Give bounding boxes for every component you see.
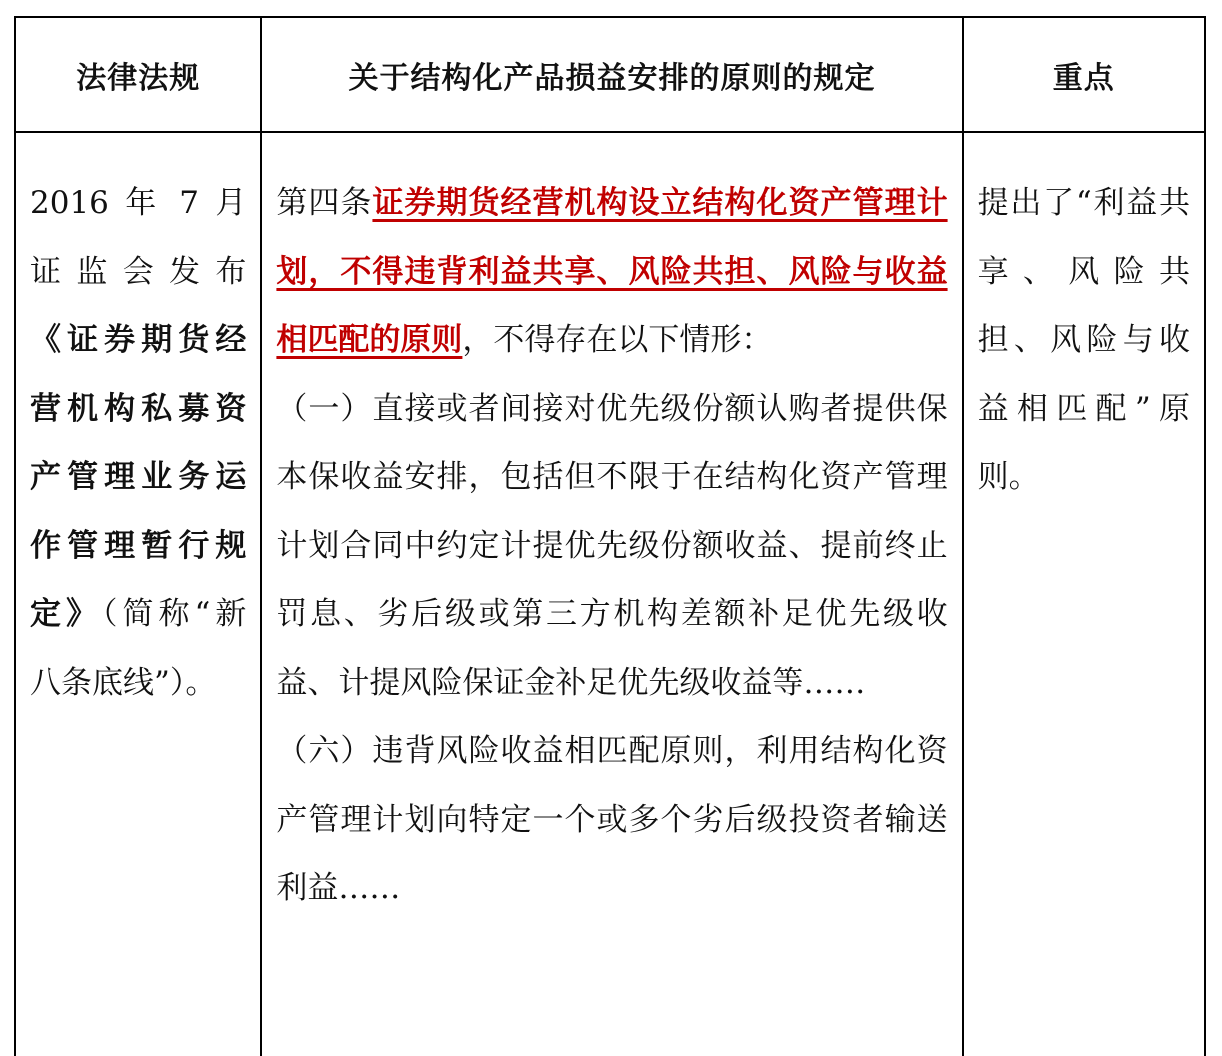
key-point-text: 提出了“利益共享、风险共担、风险与收益相匹配”原则。 [977, 185, 1190, 495]
law-issue-info: 2016 年 7 月证监会发布 [30, 185, 247, 290]
article-number: 第四条 [276, 185, 373, 221]
regulation-table [14, 16, 1206, 1056]
article-highlighted-principle: 证券期货经营机构设立结构化资产管理计划，不得违背利益共享、风险共担、风险与收益相匹配的原则 [276, 185, 948, 358]
article-item-six: （六）违背风险收益相匹配原则，利用结构化资产管理计划向特定一个或多个劣后级投资者输送利益…… [276, 733, 948, 906]
article-lead-in: ，不得存在以下情形： [462, 322, 773, 358]
header-key-points: 重点 [963, 17, 1205, 132]
cell-law-source [15, 132, 261, 1056]
cell-key-point [963, 132, 1205, 1056]
law-short-name: （简称“新八条底线”）。 [30, 596, 247, 701]
header-laws: 法律法规 [15, 17, 261, 132]
cell-provision-text [261, 132, 962, 1056]
table-header-row [15, 17, 1205, 132]
article-item-one: （一）直接或者间接对优先级份额认购者提供保本保收益安排，包括但不限于在结构化资产管理计划合同中约定计提优先级份额收益、提前终止罚息、劣后级或第三方机构差额补足优先级收益、计提风险保证金补足优先级收益等…… [276, 390, 948, 701]
law-title: 《证券期货经营机构私募资产管理业务运作管理暂行规定》 [30, 322, 247, 632]
header-provisions: 关于结构化产品损益安排的原则的规定 [261, 17, 962, 132]
article-four-paragraph [276, 169, 947, 375]
table-row [15, 132, 1205, 1056]
